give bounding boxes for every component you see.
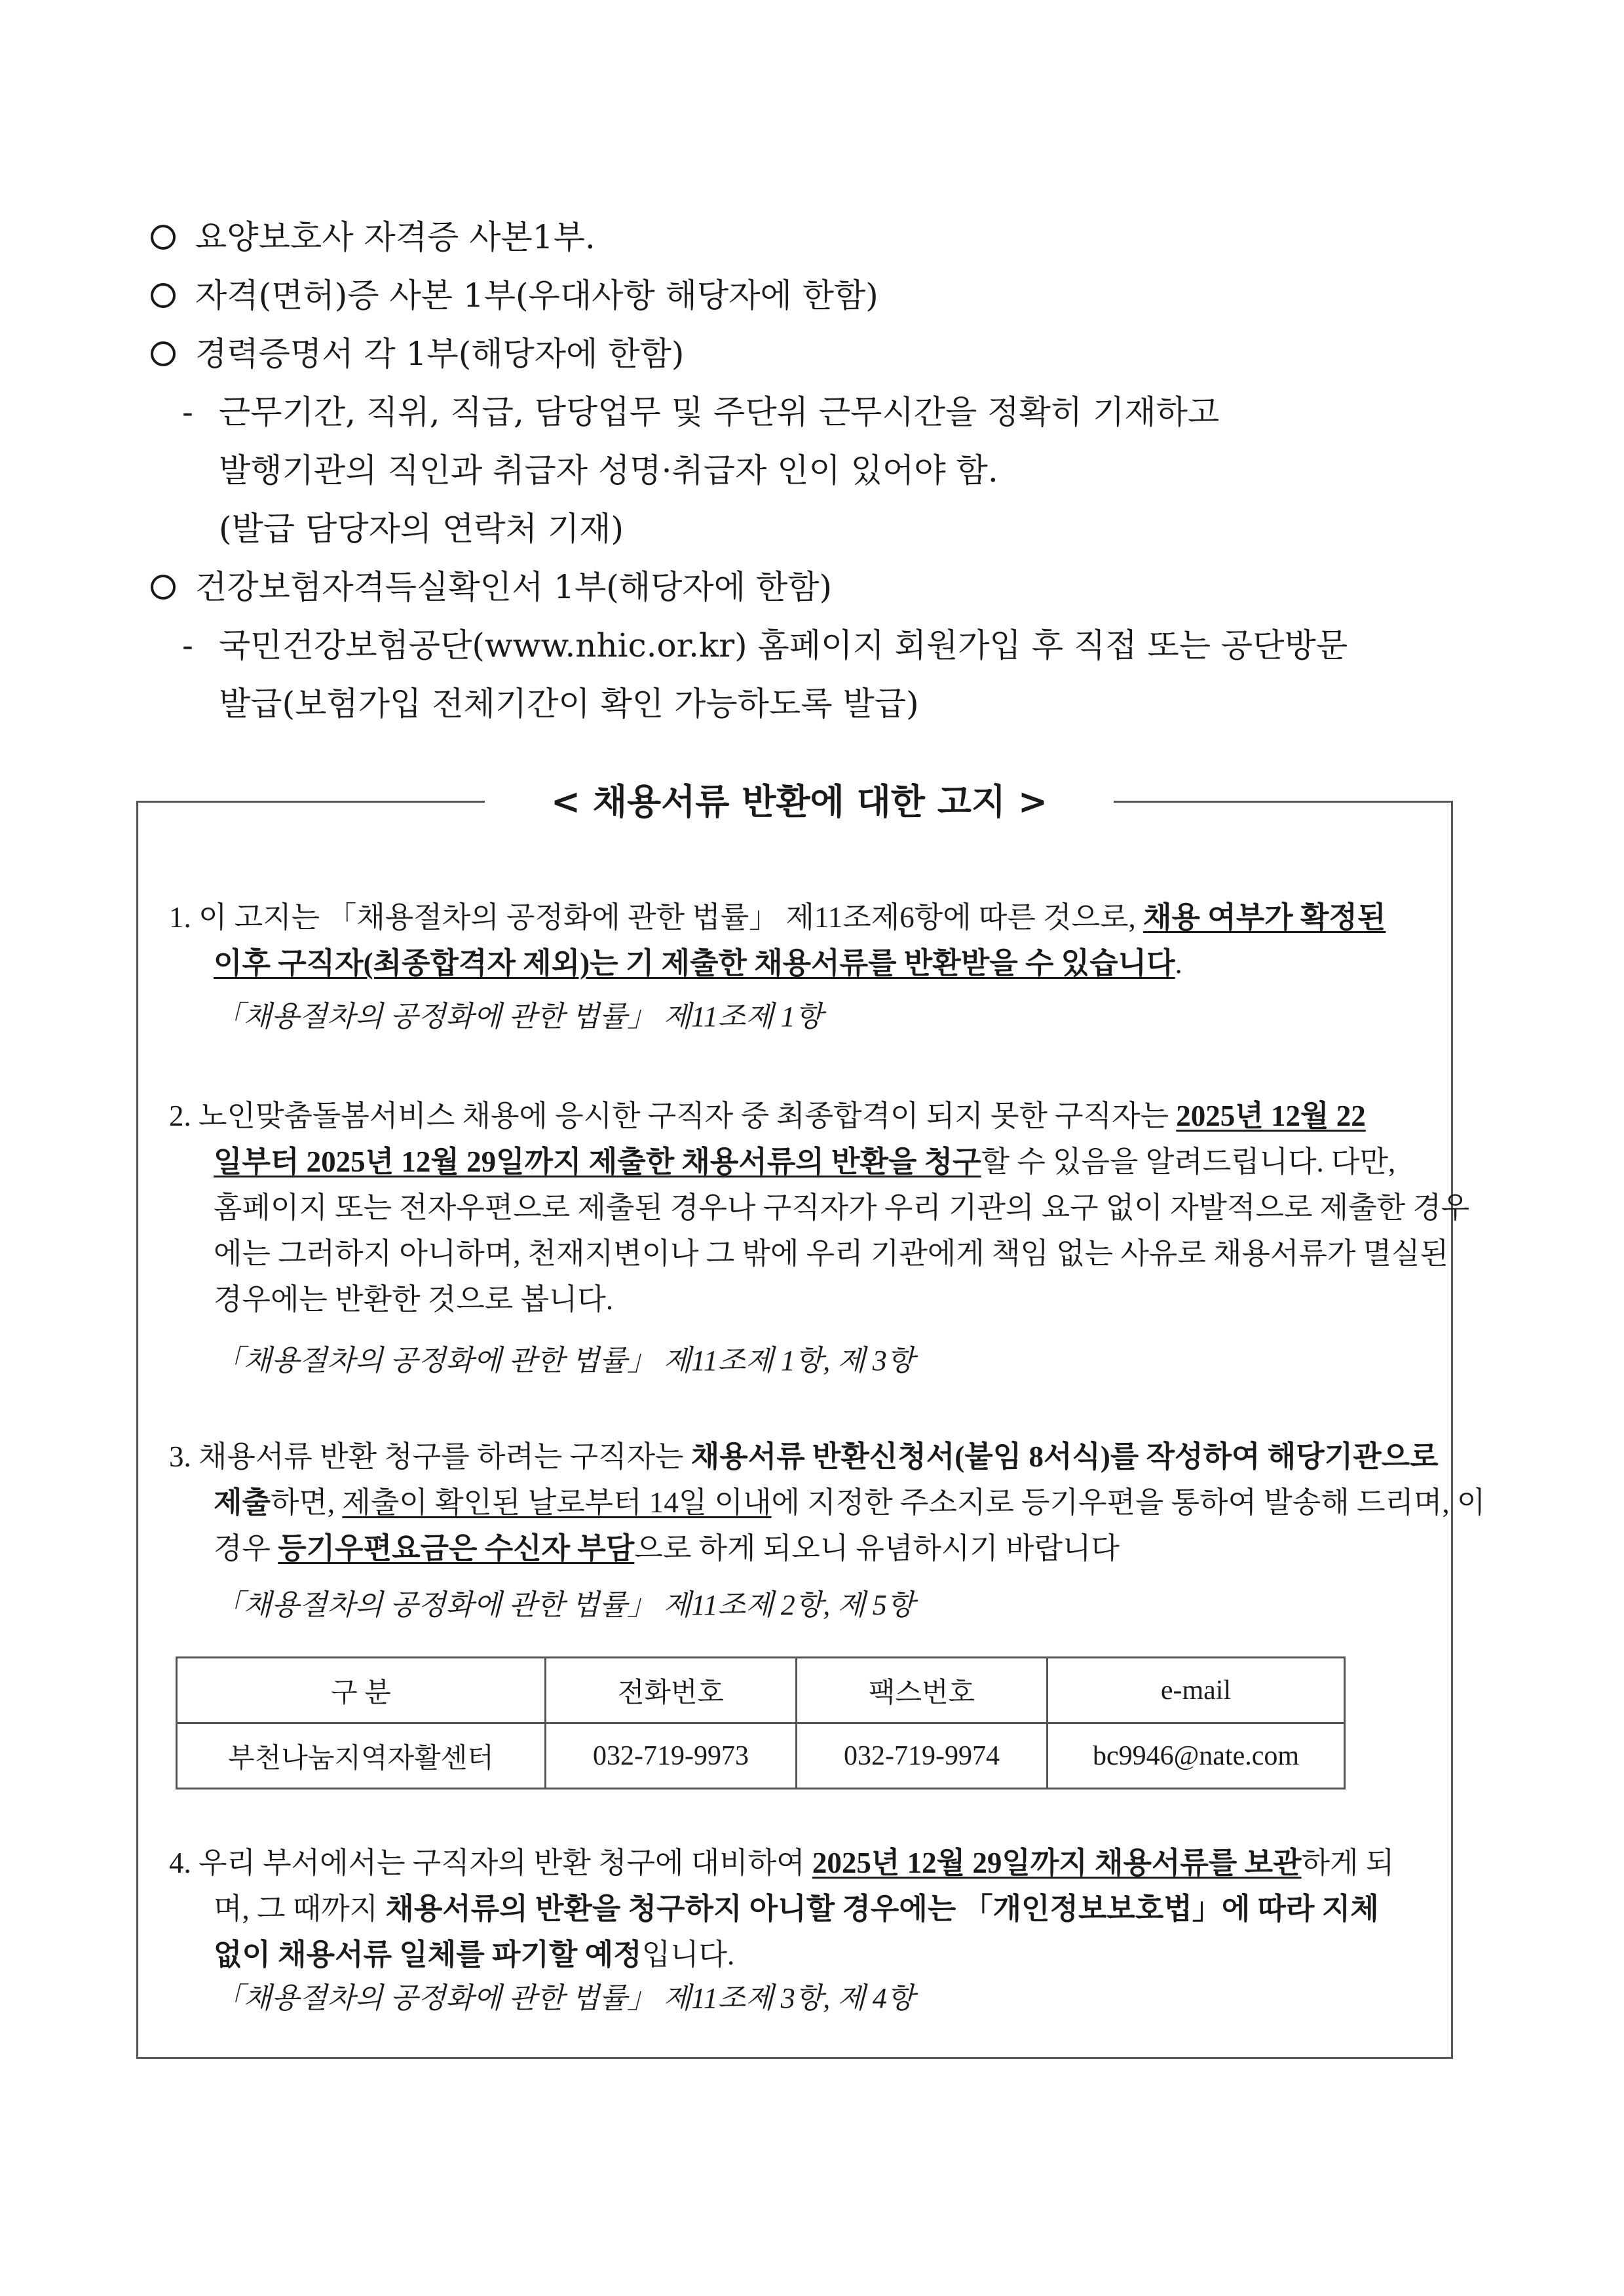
career-sub-line-1: - 근무기간, 직위, 직급, 담당업무 및 주단위 근무시간을 정확히 기재하고 bbox=[182, 393, 1220, 431]
notice-paragraph-1: 1. 이 고지는 「채용절차의 공정화에 관한 법률」 제11조제6항에 따른 것으로, 채용 여부가 확정된 이후 구직자(최종합격자 제외)는 기 제출한 채용서류를 반환받을 수 있습니다. bbox=[169, 901, 1386, 980]
notice-paragraph-4: 4. 우리 부서에서는 구직자의 반환 청구에 대비하여 2025년 12월 29일까지 채용서류를 보관하게 되 며, 그 때까지 채용서류의 반환을 청구하지 아니할 경우에는 「개인정보보호법」에 따라 지체 없이 채용서류 일체를 파기할 예정입니다. bbox=[169, 1846, 1395, 1971]
law-reference-1: 「채용절차의 공정화에 관한 법률」 제11조제 1항 bbox=[215, 1001, 823, 1033]
contact-table bbox=[176, 1656, 1346, 1789]
law-reference-3: 「채용절차의 공정화에 관한 법률」 제11조제 2항, 제 5항 bbox=[215, 1589, 915, 1621]
table-row bbox=[177, 1723, 1345, 1789]
table-header-cell: 팩스번호 bbox=[797, 1658, 1048, 1723]
law-reference-4: 「채용절차의 공정화에 관한 법률」 제11조제 3항, 제 4항 bbox=[215, 1982, 915, 2014]
table-header-cell: e-mail bbox=[1048, 1658, 1345, 1723]
required-documents-list bbox=[151, 208, 1500, 733]
circle-bullet-icon bbox=[151, 341, 176, 366]
list-item: 자격(면허)증 사본 1부(우대사항 해당자에 한함) bbox=[151, 267, 1500, 325]
table-header-row bbox=[177, 1658, 1345, 1723]
circle-bullet-icon bbox=[151, 225, 176, 250]
circle-bullet-icon bbox=[151, 283, 176, 308]
notice-paragraph-2: 2. 노인맞춤돌봄서비스 채용에 응시한 구직자 중 최종합격이 되지 못한 구직자는 2025년 12월 22 일부터 2025년 12월 29일까지 제출한 채용서류의 반환을 청구할 수 있음을 알려드립니다. 다만, 홈페이지 또는 전자우편으로 제출된 경우나 구직자가 우리 기관의 요구 없이 자발적으로 제출한 경우 에는 그러하지 아니하며, 천재지변이나 그 밖에 우리 기관에게 책임 없는 사유로 채용서류가 멸실된 경우에는 반환한 것으로 봅니다. bbox=[169, 1100, 1470, 1316]
career-sub-line-3: (발급 담당자의 연락처 기재) bbox=[219, 510, 624, 548]
health-sub-line-2: 발급(보험가입 전체기간이 확인 가능하도록 발급) bbox=[219, 685, 919, 723]
notice-paragraph-3: 3. 채용서류 반환 청구를 하려는 구직자는 채용서류 반환신청서(붙임 8서식)를 작성하여 해당기관으로 제출하면, 제출이 확인된 날로부터 14일 이내에 지정한 주소지로 등기우편을 통하여 발송해 드리며, 이 경우 등기우편요금은 수신자 부담으로 하게 되오니 유념하시기 바랍니다 bbox=[169, 1440, 1486, 1565]
health-sub-line-1: - 국민건강보험공단(www.nhic.or.kr) 홈페이지 회원가입 후 직접 또는 공단방문 bbox=[182, 626, 1348, 664]
table-cell-fax: 032-719-9974 bbox=[797, 1723, 1048, 1789]
table-header-cell: 전화번호 bbox=[546, 1658, 797, 1723]
list-item: 경력증명서 각 1부(해당자에 한함) bbox=[151, 325, 1500, 383]
list-item: 건강보험자격득실확인서 1부(해당자에 한함) bbox=[151, 558, 1500, 617]
table-cell-organization: 부천나눔지역자활센터 bbox=[177, 1723, 546, 1789]
circle-bullet-icon bbox=[151, 575, 176, 600]
table-header-cell: 구 분 bbox=[177, 1658, 546, 1723]
law-reference-2: 「채용절차의 공정화에 관한 법률」 제11조제 1항, 제 3항 bbox=[215, 1345, 915, 1377]
table-cell-email: bc9946@nate.com bbox=[1048, 1723, 1345, 1789]
list-item: 요양보호사 자격증 사본1부. bbox=[151, 208, 1500, 267]
career-sub-line-2: 발행기관의 직인과 취급자 성명·취급자 인이 있어야 함. bbox=[219, 451, 998, 489]
notice-title: < 채용서류 반환에 대한 고지 > bbox=[485, 775, 1114, 828]
table-cell-phone: 032-719-9973 bbox=[546, 1723, 797, 1789]
